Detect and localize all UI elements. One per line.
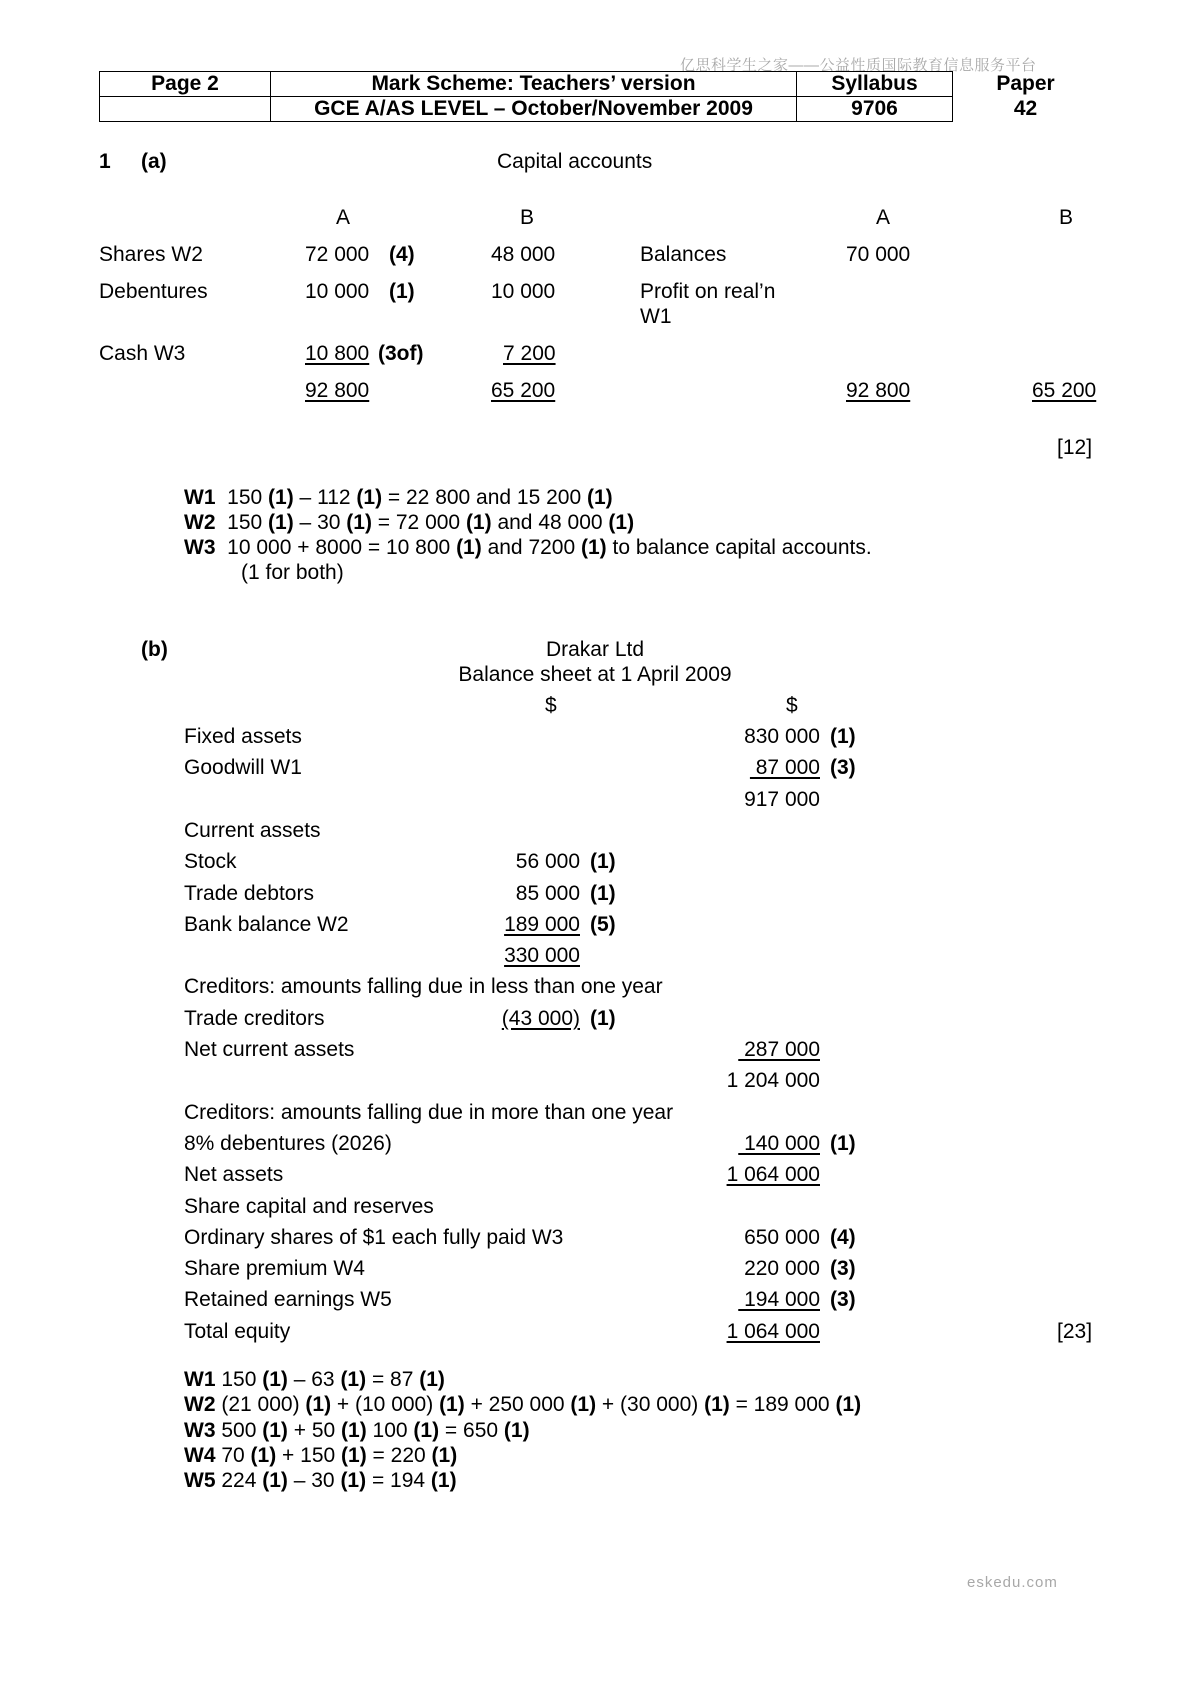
working-text: 150 (1) – 112 (1) = 22 800 and 15 200 (1) bbox=[227, 486, 613, 509]
row-a-value: 72 000 bbox=[305, 243, 370, 266]
watermark-top: 亿思科学生之家——公益性质国际教育信息服务平台 bbox=[680, 57, 1037, 74]
bs-row-label: Net current assets bbox=[184, 1038, 355, 1061]
working-text: 150 (1) – 63 (1) = 87 (1) bbox=[221, 1368, 445, 1391]
row-right-a-value: 70 000 bbox=[846, 243, 911, 266]
bs-row-label: 8% debentures (2026) bbox=[184, 1132, 392, 1155]
bs-row-label: Current assets bbox=[184, 819, 321, 842]
part-a-marks: [12] bbox=[1057, 436, 1093, 459]
bs-col1-value: 85 000 bbox=[515, 882, 580, 905]
header-exam: GCE A/AS LEVEL – October/November 2009 bbox=[271, 97, 797, 122]
bs-col1-mark: (1) bbox=[590, 1007, 616, 1030]
bs-row-label: Share premium W4 bbox=[184, 1257, 365, 1280]
bs-col2-mark: (4) bbox=[830, 1226, 856, 1249]
working-text: 70 (1) + 150 (1) = 220 (1) bbox=[221, 1443, 458, 1467]
working-line bbox=[184, 536, 872, 560]
header-syllabus-label: Syllabus bbox=[797, 72, 953, 97]
total-right-b: 65 200 bbox=[1032, 379, 1097, 402]
working-text: 150 (1) – 30 (1) = 72 000 (1) and 48 000 (1) bbox=[227, 511, 635, 534]
working-note: (1 for both) bbox=[241, 561, 344, 584]
bs-row-label: Trade creditors bbox=[184, 1007, 325, 1030]
working-line bbox=[184, 1444, 457, 1468]
bs-row-label: Trade debtors bbox=[184, 882, 314, 905]
working-id: W3 bbox=[184, 1418, 216, 1442]
bs-col1-mark: (1) bbox=[590, 850, 616, 873]
working-line bbox=[184, 1393, 861, 1417]
working-id: W5 bbox=[184, 1469, 216, 1493]
bs-col2-mark: (3) bbox=[830, 1257, 856, 1280]
row-a-value: 10 800 bbox=[305, 342, 370, 365]
working-id: W1 bbox=[184, 1368, 216, 1391]
working-line bbox=[184, 511, 634, 535]
working-id: W4 bbox=[184, 1443, 216, 1467]
capital-accounts-title: Capital accounts bbox=[497, 150, 653, 173]
bs-row-label: Fixed assets bbox=[184, 725, 302, 748]
bs-row-label: Creditors: amounts falling due in more than one year bbox=[184, 1101, 674, 1124]
bs-col1-mark: (1) bbox=[590, 882, 616, 905]
bs-row-label: Stock bbox=[184, 850, 237, 873]
working-id: W2 bbox=[184, 1393, 216, 1417]
working-line bbox=[184, 1419, 530, 1443]
total-b: 65 200 bbox=[491, 379, 556, 402]
bs-col2-value: 194 000 bbox=[738, 1288, 820, 1311]
watermark-bottom: eskedu.com bbox=[967, 1574, 1058, 1591]
bs-col1-value: 189 000 bbox=[504, 913, 580, 936]
working-text: 224 (1) – 30 (1) = 194 (1) bbox=[221, 1469, 457, 1493]
part-b-marks: [23] bbox=[1057, 1320, 1093, 1343]
col-b-header: B bbox=[520, 206, 535, 229]
total-a: 92 800 bbox=[305, 379, 370, 402]
row-b-value: 48 000 bbox=[491, 243, 556, 266]
row-label: Debentures bbox=[99, 280, 208, 303]
bs-col2-value: 1 204 000 bbox=[726, 1069, 820, 1092]
row-a-mark: (1) bbox=[389, 280, 415, 303]
bs-row-label: Creditors: amounts falling due in less than one year bbox=[184, 975, 663, 998]
col-a2-header: A bbox=[876, 206, 891, 229]
bs-col2-value: 650 000 bbox=[744, 1226, 820, 1249]
bs-col2-value: 830 000 bbox=[744, 725, 820, 748]
part-b-label: (b) bbox=[141, 638, 168, 661]
row-right-label-2: W1 bbox=[640, 305, 672, 328]
bs-col1-value: (43 000) bbox=[501, 1007, 580, 1030]
col-b2-header: B bbox=[1059, 206, 1074, 229]
bs-row-label: Net assets bbox=[184, 1163, 284, 1186]
bs-col2-mark: (3) bbox=[830, 1288, 856, 1311]
bs-col2-value: 1 064 000 bbox=[726, 1320, 820, 1343]
row-b-value: 7 200 bbox=[503, 342, 556, 365]
row-a-mark: (4) bbox=[389, 243, 415, 266]
bs-row-label: Bank balance W2 bbox=[184, 913, 349, 936]
total-right-a: 92 800 bbox=[846, 379, 911, 402]
header-paper-label: Paper bbox=[953, 72, 1099, 97]
bs-col1-value: 330 000 bbox=[504, 944, 580, 967]
working-text: 10 000 + 8000 = 10 800 (1) and 7200 (1) to balance capital accounts. bbox=[227, 536, 872, 559]
bs-col2-mark: (3) bbox=[830, 756, 856, 779]
working-text: (21 000) (1) + (10 000) (1) + 250 000 (1) + (30 000) (1) = 189 000 (1) bbox=[221, 1393, 862, 1417]
col2-currency: $ bbox=[786, 694, 798, 717]
row-right-label: Balances bbox=[640, 243, 727, 266]
bs-col1-mark: (5) bbox=[590, 913, 616, 936]
bs-row-label: Share capital and reserves bbox=[184, 1195, 434, 1218]
bs-row-label: Total equity bbox=[184, 1320, 291, 1343]
header-empty-cell bbox=[100, 97, 271, 122]
bs-col2-value: 287 000 bbox=[738, 1038, 820, 1061]
header-paper-code: 42 bbox=[953, 97, 1099, 122]
bs-col2-value: 140 000 bbox=[738, 1132, 820, 1155]
row-right-label: Profit on real’n bbox=[640, 280, 776, 303]
bs-col2-mark: (1) bbox=[830, 1132, 856, 1155]
working-id: W3 bbox=[184, 536, 216, 559]
header-table bbox=[99, 71, 1098, 122]
part-a-label: (a) bbox=[141, 150, 167, 173]
header-title: Mark Scheme: Teachers’ version bbox=[271, 72, 797, 97]
balance-sheet-title: Balance sheet at 1 April 2009 bbox=[458, 663, 732, 686]
header-syllabus-code: 9706 bbox=[797, 97, 953, 122]
working-line bbox=[184, 1469, 457, 1493]
working-id: W1 bbox=[184, 486, 216, 509]
working-text: 500 (1) + 50 (1) 100 (1) = 650 (1) bbox=[221, 1418, 530, 1442]
col-a-header: A bbox=[336, 206, 351, 229]
bs-col2-value: 220 000 bbox=[744, 1257, 820, 1280]
working-line bbox=[184, 486, 613, 510]
col1-currency: $ bbox=[545, 694, 557, 717]
bs-col2-value: 87 000 bbox=[749, 756, 820, 779]
bs-row-label: Goodwill W1 bbox=[184, 756, 302, 779]
question-number: 1 bbox=[99, 150, 111, 173]
row-label: Cash W3 bbox=[99, 342, 186, 365]
bs-col1-value: 56 000 bbox=[515, 850, 580, 873]
company-name: Drakar Ltd bbox=[545, 638, 645, 661]
bs-row-label: Retained earnings W5 bbox=[184, 1288, 392, 1311]
row-b-value: 10 000 bbox=[491, 280, 556, 303]
row-label: Shares W2 bbox=[99, 243, 203, 266]
working-line bbox=[184, 1368, 445, 1392]
bs-row-label: Ordinary shares of $1 each fully paid W3 bbox=[184, 1226, 564, 1249]
row-a-mark: (3of) bbox=[378, 342, 424, 365]
bs-col2-value: 1 064 000 bbox=[726, 1163, 820, 1186]
row-a-value: 10 000 bbox=[305, 280, 370, 303]
header-page: Page 2 bbox=[100, 72, 271, 97]
bs-col2-mark: (1) bbox=[830, 725, 856, 748]
working-id: W2 bbox=[184, 511, 216, 534]
bs-col2-value: 917 000 bbox=[744, 788, 820, 811]
